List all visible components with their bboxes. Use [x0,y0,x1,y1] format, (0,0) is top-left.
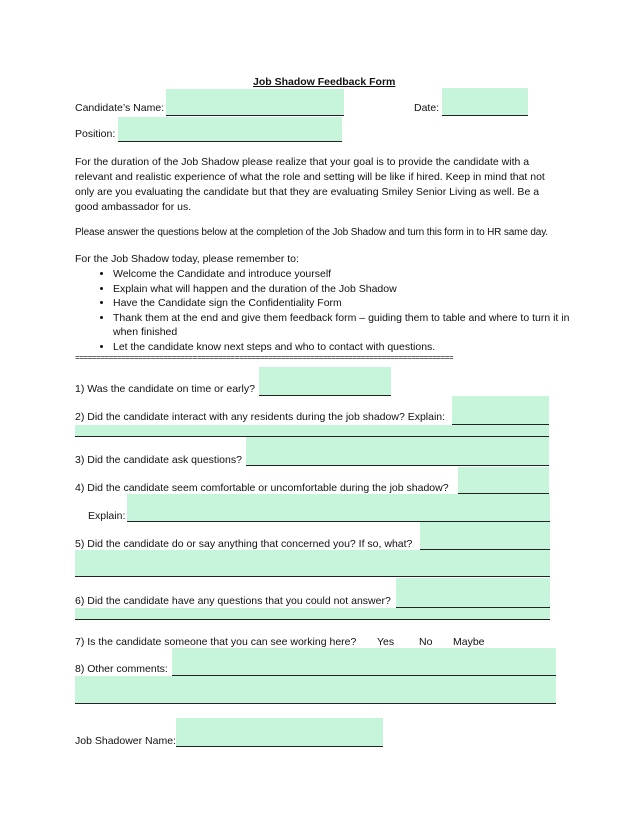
question-3-underline [246,465,549,466]
question-5-label: 5) Did the candidate do or say anything that concerned you? If so, what? [75,538,413,550]
question-2-label: 2) Did the candidate interact with any residents during the job shadow? Explain: [75,411,446,423]
question-6-underline [396,607,550,608]
reminder-item: • Welcome the Candidate and introduce yourself [113,267,588,282]
reminder-item: • Have the Candidate sign the Confidentiality Form [113,296,588,311]
question-3-answer-field[interactable] [246,437,549,466]
reminder-item: • Thank them at the end and give them feedback form – guiding them to table and where to turn it in when finished [113,311,588,340]
form-title: Job Shadow Feedback Form [253,76,396,88]
question-5-answer-field[interactable] [420,522,550,550]
question-8-label: 8) Other comments: [75,663,168,675]
position-underline [118,141,342,142]
question-5-answer-field-line2[interactable] [75,550,550,577]
date-field[interactable] [442,88,528,116]
separator-line: ========================================================================================== [75,354,454,363]
reminder-item: • Let the candidate know next steps and who to contact with questions. [113,340,588,355]
intro-paragraph: For the duration of the Job Shadow please realize that your goal is to provide the candidate with a relevant and realistic experience of what the role and setting will be like if hired. Keep in mind that not only are you evaluating the candidate but that they are evaluating Smiley Senior Living as well. Be a good ambassador for us. [75,156,545,213]
question-8-underline [172,675,556,676]
candidate-name-underline [166,115,344,116]
question-6-underline-2 [75,619,550,620]
question-4-explain-label: Explain: [88,510,126,522]
question-4-explain-field[interactable] [127,494,550,522]
shadower-name-underline [176,746,383,747]
question-1-label: 1) Was the candidate on time or early? [75,383,255,395]
question-7-label: 7) Is the candidate someone that you can see working here? [75,636,357,648]
question-8-answer-field-line2[interactable] [75,676,556,704]
reminder-list [90,267,588,355]
question-1-underline [259,395,391,396]
question-6-answer-field[interactable] [396,578,550,608]
reminder-intro: For the Job Shadow today, please remember to: [75,253,299,265]
question-8-underline-2 [75,703,556,704]
date-underline [442,115,528,116]
instruction-text: Please answer the questions below at the completion of the Job Shadow and turn this form in to HR same day. [75,227,548,238]
question-5-underline [420,549,550,550]
question-4-label: 4) Did the candidate seem comfortable or uncomfortable during the job shadow? [75,482,449,494]
candidate-name-field[interactable] [166,89,344,116]
shadower-name-label: Job Shadower Name: [75,735,176,747]
position-label: Position: [75,128,116,140]
question-8-answer-field[interactable] [172,648,556,676]
option-yes[interactable]: Yes [377,636,395,648]
question-1-answer-field[interactable] [259,367,391,396]
shadower-name-field[interactable] [176,718,383,747]
position-field[interactable] [118,117,342,142]
option-no[interactable]: No [419,636,433,648]
question-6-label: 6) Did the candidate have any questions that you could not answer? [75,595,391,607]
date-label: Date: [414,102,440,114]
reminder-item: • Explain what will happen and the duration of the Job Shadow [113,282,588,297]
question-4-answer-field[interactable] [458,467,549,494]
candidate-name-label: Candidate’s Name: [75,102,165,114]
question-3-label: 3) Did the candidate ask questions? [75,454,242,466]
option-maybe[interactable]: Maybe [453,636,485,648]
question-2-underline [452,424,549,425]
question-2-answer-field[interactable] [452,396,549,425]
question-5-underline-2 [75,576,550,577]
